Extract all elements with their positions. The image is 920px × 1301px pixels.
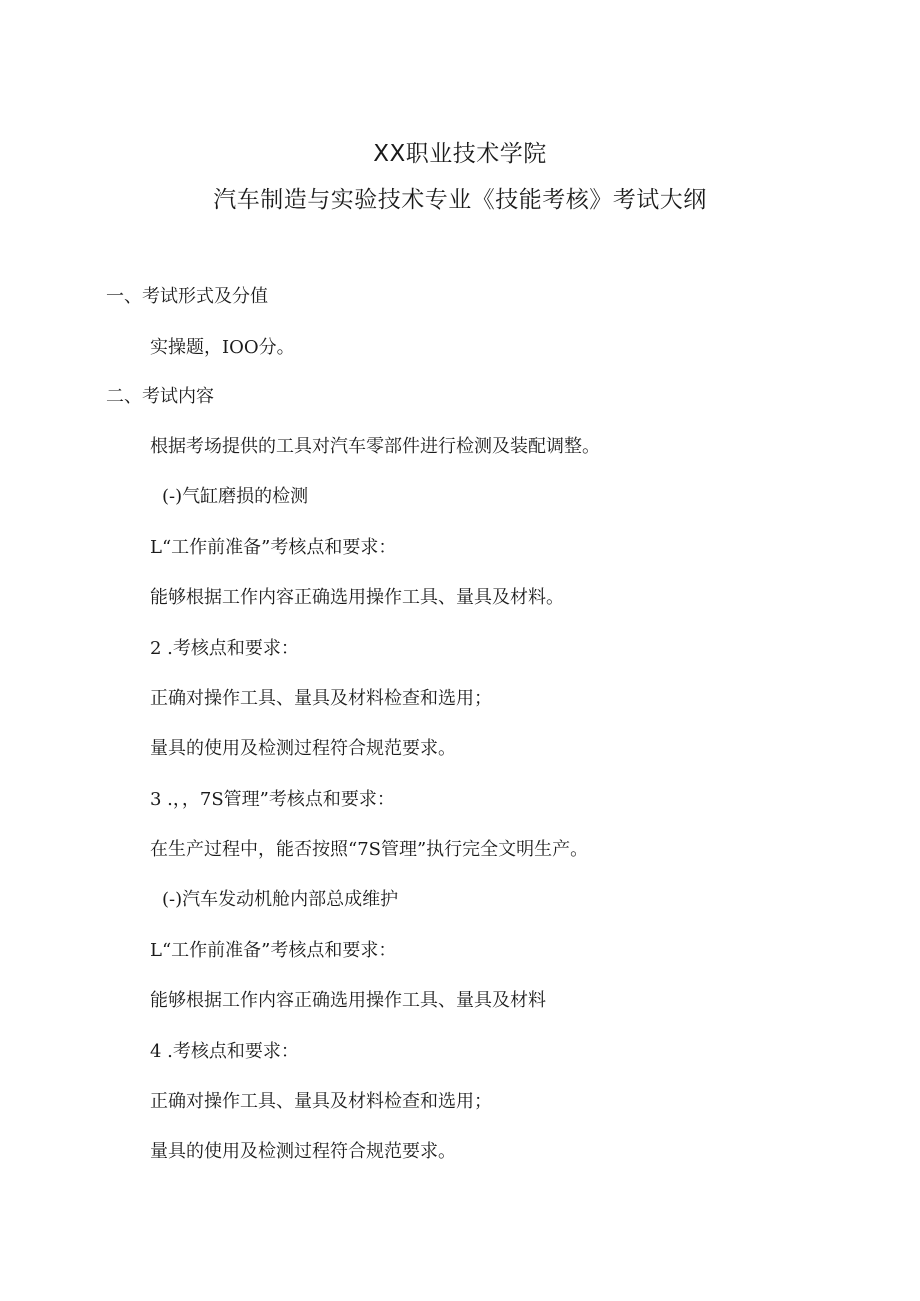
part1-item: L“工作前准备”考核点和要求：	[150, 537, 397, 558]
part-title-engine-bay-maintenance: (-)汽车发动机舱内部总成维护	[162, 889, 399, 910]
part1-item: 量具的使用及检测过程符合规范要求。	[150, 738, 456, 759]
document-title: 汽车制造与实验技术专业《技能考核》考试大纲	[213, 187, 707, 213]
part2-item: 4 .考核点和要求：	[150, 1041, 299, 1062]
part2-item: L“工作前准备”考核点和要求：	[150, 940, 397, 961]
exam-format-content: 实操题，IOO分。	[150, 337, 295, 358]
section-heading-exam-format: 一、考试形式及分值	[106, 286, 268, 307]
section-heading-exam-content: 二、考试内容	[106, 386, 214, 407]
part-title-cylinder-wear: (-)气缸磨损的检测	[162, 486, 309, 507]
part2-item: 正确对操作工具、量具及材料检查和选用；	[150, 1091, 492, 1112]
part1-item: 能够根据工作内容正确选用操作工具、量具及材料。	[150, 587, 564, 608]
part1-item: 在生产过程中，能否按照“7S管理”执行完全文明生产。	[150, 839, 589, 860]
exam-content-intro: 根据考场提供的工具对汽车零部件进行检测及装配调整。	[150, 436, 600, 457]
part1-item: 2 .考核点和要求：	[150, 638, 299, 659]
part1-item: 3 .，，7S管理”考核点和要求：	[150, 789, 395, 810]
institution-title: XX职业技术学院	[373, 141, 547, 167]
part2-item: 能够根据工作内容正确选用操作工具、量具及材料	[150, 990, 546, 1011]
part1-item: 正确对操作工具、量具及材料检查和选用；	[150, 688, 492, 709]
part2-item: 量具的使用及检测过程符合规范要求。	[150, 1141, 456, 1162]
